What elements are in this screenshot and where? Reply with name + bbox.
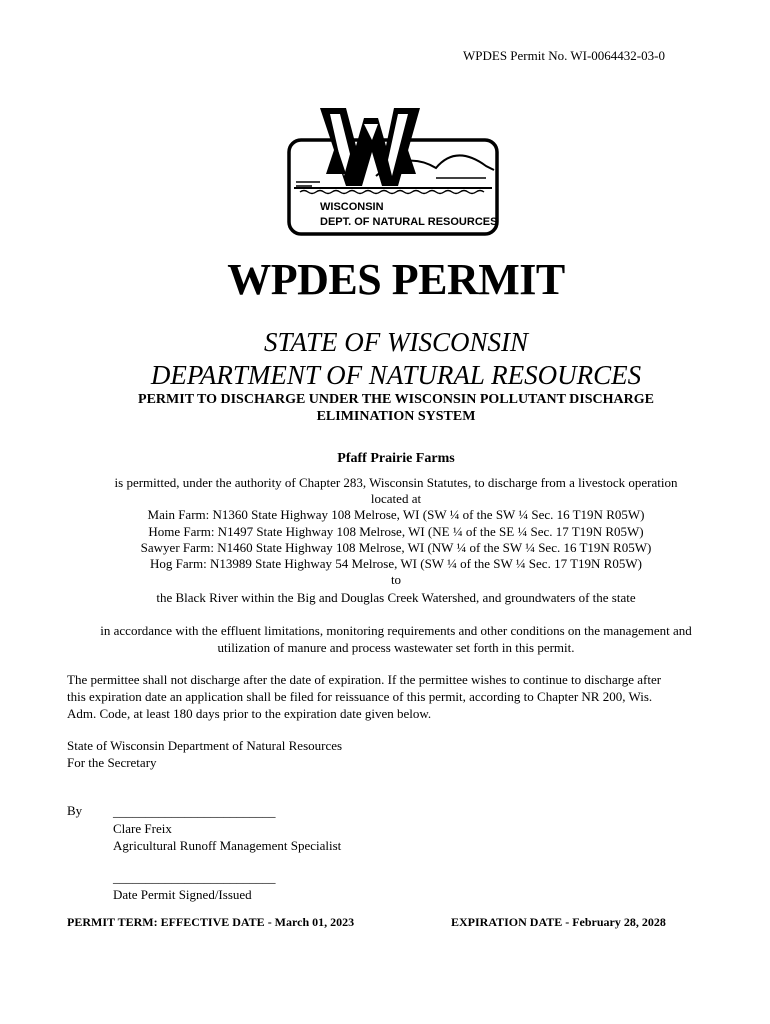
expiration-date: EXPIRATION DATE - February 28, 2028 [451,915,666,929]
signature-block [113,803,341,854]
signoff-block [67,737,342,771]
authority-to: to [390,572,402,588]
wdnr-logo [286,104,500,238]
page-title: WPDES PERMIT [227,255,565,304]
expiration-line1: The permittee shall not discharge after the date of expiration. If the permittee wishes to continue to discharge after [67,672,662,687]
location-item: Main Farm: N1360 State Highway 108 Melrose, WI (SW ¼ of the SW ¼ Sec. 16 T19N R05W) [147,507,645,523]
authority-line2: located at [370,491,422,507]
date-signed-block [113,869,276,903]
limitations-statement [0,623,770,656]
permit-subtitle [0,391,770,425]
limitations-line2: utilization of manure and process wastewater set forth in this permit. [217,639,575,655]
effective-date: PERMIT TERM: EFFECTIVE DATE - March 01, 2023 [67,915,355,929]
limitations-line1: in accordance with the effluent limitations, monitoring requirements and other conditions on the management and [100,623,692,638]
expiration-paragraph [67,671,727,722]
permit-number: WPDES Permit No. WI-0064432-03-0 [463,48,665,63]
by-label: By [67,803,83,818]
receiving-water: the Black River within the Big and Douglas Creek Watershed, and groundwaters of the state [156,590,636,606]
subtitle-line2: ELIMINATION SYSTEM [316,409,476,424]
date-signature-line: _________________________ [113,870,276,885]
signoff-line1: State of Wisconsin Department of Natural Resources [67,738,343,753]
expiration-line3: Adm. Code, at least 180 days prior to the expiration date given below. [67,706,432,721]
agency-line2: DEPARTMENT OF NATURAL RESOURCES [150,360,642,390]
signer-name: Clare Freix [113,821,172,836]
logo-text-line1: WISCONSIN [320,201,384,213]
signoff-line2: For the Secretary [67,755,157,770]
authority-line1: is permitted, under the authority of Chapter 283, Wisconsin Statutes, to discharge from a livestock operation [114,475,678,490]
expiration-line2: this expiration date an application shall be filed for reissuance of this permit, according to Chapter NR 200, Wis. [67,689,653,704]
agency-heading [0,326,770,392]
signer-title: Agricultural Runoff Management Specialist [113,838,342,853]
date-signed-label: Date Permit Signed/Issued [113,887,252,902]
authority-block [0,475,770,607]
location-item: Hog Farm: N13989 State Highway 54 Melrose, WI (SW ¼ of the SW ¼ Sec. 17 T19N R05W) [150,556,642,572]
signature-line: _________________________ [113,804,276,819]
permittee-name: Pfaff Prairie Farms [337,451,455,466]
location-item: Sawyer Farm: N1460 State Highway 108 Melrose, WI (NW ¼ of the SW ¼ Sec. 16 T19N R05W) [140,539,652,555]
location-item: Home Farm: N1497 State Highway 108 Melrose, WI (NE ¼ of the SE ¼ Sec. 17 T19N R05W) [148,523,644,539]
logo-text-line2: DEPT. OF NATURAL RESOURCES [320,216,498,228]
agency-line1: STATE OF WISCONSIN [263,327,528,357]
subtitle-line1: PERMIT TO DISCHARGE UNDER THE WISCONSIN POLLUTANT DISCHARGE [138,392,654,407]
